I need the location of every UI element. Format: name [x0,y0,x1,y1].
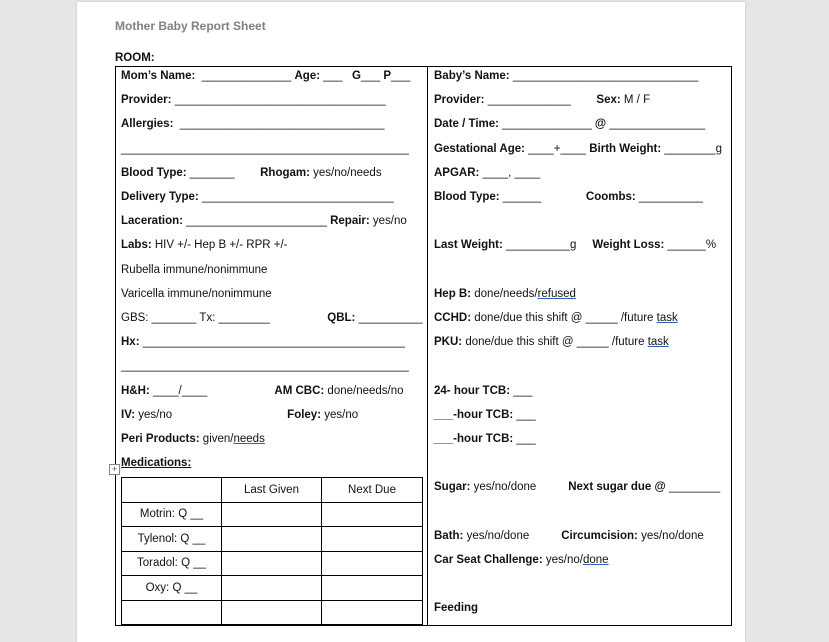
mom-field-line[interactable] [121,359,409,373]
field-label: Birth Weight: [589,142,665,155]
medication-cell[interactable] [322,576,423,601]
field-label: PKU: [434,336,463,349]
field-label: ___-hour TCB: [434,408,517,421]
field-label: Provider: [121,94,175,107]
field-label: Gestational Age: [434,142,529,155]
field-label: Rhogam: [260,166,310,179]
medication-cell[interactable] [222,527,322,552]
field-label: Weight Loss: [592,239,668,252]
field-value: yes/no [369,215,407,228]
field-label: Provider: [434,94,488,107]
medication-header-cell[interactable]: Last Given [222,478,322,503]
field-value: yes/no [135,408,288,421]
field-label: CCHD: [434,312,472,324]
column-divider [427,66,428,626]
field-value: task [647,336,669,349]
baby-field-line[interactable] [434,93,650,107]
baby-field-line[interactable] [434,480,720,494]
field-label: G [352,70,361,82]
field-value: ______________________ [186,215,331,228]
mom-field-line[interactable] [121,408,358,422]
field-label: Age: [294,70,321,82]
medication-cell[interactable]: Motrin: Q __ [122,502,222,527]
field-value: given/ [199,433,234,445]
medication-cell[interactable]: Tylenol: Q __ [122,527,222,552]
baby-field-line[interactable] [434,553,609,567]
field-value: yes/no/ [542,554,583,566]
medication-row [122,527,423,552]
medication-cell[interactable]: Oxy: Q __ [122,576,222,601]
medication-cell[interactable] [122,600,222,625]
medication-cell[interactable] [322,527,423,552]
medication-cell[interactable] [222,600,322,625]
field-label: Delivery Type: [121,191,202,203]
field-value: _______________ [606,118,706,131]
field-label: Baby’s Name: [434,70,513,82]
field-value: M / F [620,94,651,107]
medication-row [122,600,423,625]
baby-field-line[interactable] [434,142,722,156]
field-value: yes/no/done [637,529,704,542]
field-value: __________g [505,239,593,252]
field-label: Coombs: [585,191,639,203]
field-label: QBL: [327,312,356,324]
field-value: Rubella immune/nonimmune [121,263,268,276]
field-value: _________________________________________ [139,336,405,349]
field-label: Blood Type: [121,166,190,179]
mom-field-line[interactable] [121,214,407,228]
field-value: ________ [668,481,721,494]
medication-header-cell[interactable] [122,478,222,503]
mom-field-line[interactable] [121,166,382,180]
mom-field-line[interactable] [121,117,384,131]
field-label: ___-hour TCB: [434,433,517,445]
field-value: ______% [667,239,717,252]
field-label: APGAR: [434,166,483,179]
baby-field-line[interactable] [434,432,536,446]
baby-field-line[interactable] [434,408,536,422]
field-value: ____+____ [528,142,590,155]
mom-field-line[interactable] [121,456,191,470]
mom-field-line[interactable] [121,384,404,398]
table-move-handle-icon[interactable]: + [109,464,120,475]
medication-row [122,576,423,601]
field-value: _______ [189,166,261,179]
field-value: needs [233,433,265,445]
mom-field-line[interactable] [121,238,287,252]
field-value: ___ [360,70,384,82]
medication-header-row [122,478,423,503]
field-value: __________ [355,312,423,324]
field-label: Laceration: [121,215,187,228]
field-value: yes/no/needs [309,166,382,179]
baby-field-line[interactable] [434,117,705,131]
field-label: Feeding [434,602,479,615]
mom-field-line[interactable] [121,142,409,156]
mom-field-line[interactable] [121,311,423,325]
field-value: _____________________________________________ [121,142,409,155]
field-value: _________________________________ [174,94,386,107]
field-label: Peri Products: [121,433,200,445]
medication-cell[interactable] [322,600,423,625]
field-value: ___ [320,70,353,82]
baby-field-line[interactable] [434,238,716,252]
field-label: Sex: [596,94,621,107]
field-label: Blood Type: [434,191,503,203]
field-value: done/needs/ [471,287,538,300]
medication-cell[interactable] [222,551,322,576]
baby-field-line[interactable] [434,384,532,398]
field-label: Sugar: [434,481,471,494]
field-value: refused [537,287,576,300]
field-label: Last Weight: [434,239,506,252]
mom-field-line[interactable] [121,335,405,349]
baby-field-line[interactable] [434,287,576,301]
field-value: task [656,312,678,324]
baby-field-line[interactable] [434,529,704,543]
medication-cell[interactable] [322,551,423,576]
field-label: Hx: [121,336,140,349]
medication-cell[interactable]: Toradol: Q __ [122,551,222,576]
document-title: Mother Baby Report Sheet [115,19,266,33]
field-label: Labs: [121,239,152,252]
field-value: _____________ [487,94,597,107]
field-label: IV: [121,408,136,421]
field-value: __________ [638,191,703,203]
field-value: done/due this shift @ _____ /future [462,336,648,349]
medication-header-cell[interactable]: Next Due [322,478,423,503]
field-value: ___ [391,70,411,82]
field-value: ___ [516,433,536,445]
mom-field-line[interactable] [121,190,394,204]
field-label: Bath: [434,529,464,542]
medication-cell[interactable] [222,502,322,527]
medication-cell[interactable] [322,502,423,527]
field-label: Circumcision: [561,529,638,542]
medication-row [122,551,423,576]
field-value: ______________ [502,118,595,131]
baby-field-line[interactable] [434,335,669,349]
baby-field-line[interactable] [434,311,678,325]
field-label: @ [594,118,607,131]
field-label: Repair: [330,215,370,228]
field-value: HIV +/- Hep B +/- RPR +/- [151,239,288,252]
field-value: done/due this shift @ _____ /future [471,312,657,324]
field-label: 24- hour TCB: [434,384,514,397]
medication-cell[interactable] [222,576,322,601]
baby-field-line[interactable] [434,190,703,204]
mom-field-line[interactable] [121,69,410,83]
field-value: done/needs/no [324,384,404,397]
field-label: Foley: [287,408,322,421]
mom-field-line[interactable] [121,93,386,107]
field-value: _____________________________ [512,70,699,82]
field-label: Date / Time: [434,118,503,131]
mom-field-line[interactable] [121,287,272,301]
field-value: done [582,554,609,566]
field-value: ___ [516,408,536,421]
field-label: Mom’s Name: [121,70,199,82]
room-label: ROOM: [115,52,155,64]
mom-field-line[interactable] [121,263,267,277]
baby-field-line[interactable] [434,166,540,180]
medication-row [122,502,423,527]
field-value: ________________________________ [176,118,385,131]
field-label: Car Seat Challenge: [434,554,543,566]
field-value: yes/no/done [470,481,569,494]
field-value: _____________________________________________ [121,360,409,373]
field-label: P [383,70,392,82]
field-value: ____/____ [149,384,275,397]
field-label: Allergies: [121,118,177,131]
field-value: ______________________________ [201,191,394,203]
medications-table [121,477,423,625]
field-value: ___ [513,384,533,397]
field-value: ______________ [198,70,295,82]
field-value: ______ [502,191,586,203]
field-label: Next sugar due @ [568,481,669,494]
field-value: yes/no/done [463,529,562,542]
field-label: AM CBC: [274,384,325,397]
baby-field-line[interactable] [434,601,478,615]
baby-field-line[interactable] [434,69,698,83]
field-label: Hep B: [434,287,472,300]
field-value: GBS: _______ Tx: ________ [121,312,328,324]
field-value: ________g [664,142,722,155]
field-value: Varicella immune/nonimmune [121,287,272,300]
field-label: H&H: [121,384,150,397]
mom-field-line[interactable] [121,432,265,446]
field-value: yes/no [321,408,359,421]
field-label: Medications: [121,457,192,470]
field-value: ____, ____ [482,166,541,179]
